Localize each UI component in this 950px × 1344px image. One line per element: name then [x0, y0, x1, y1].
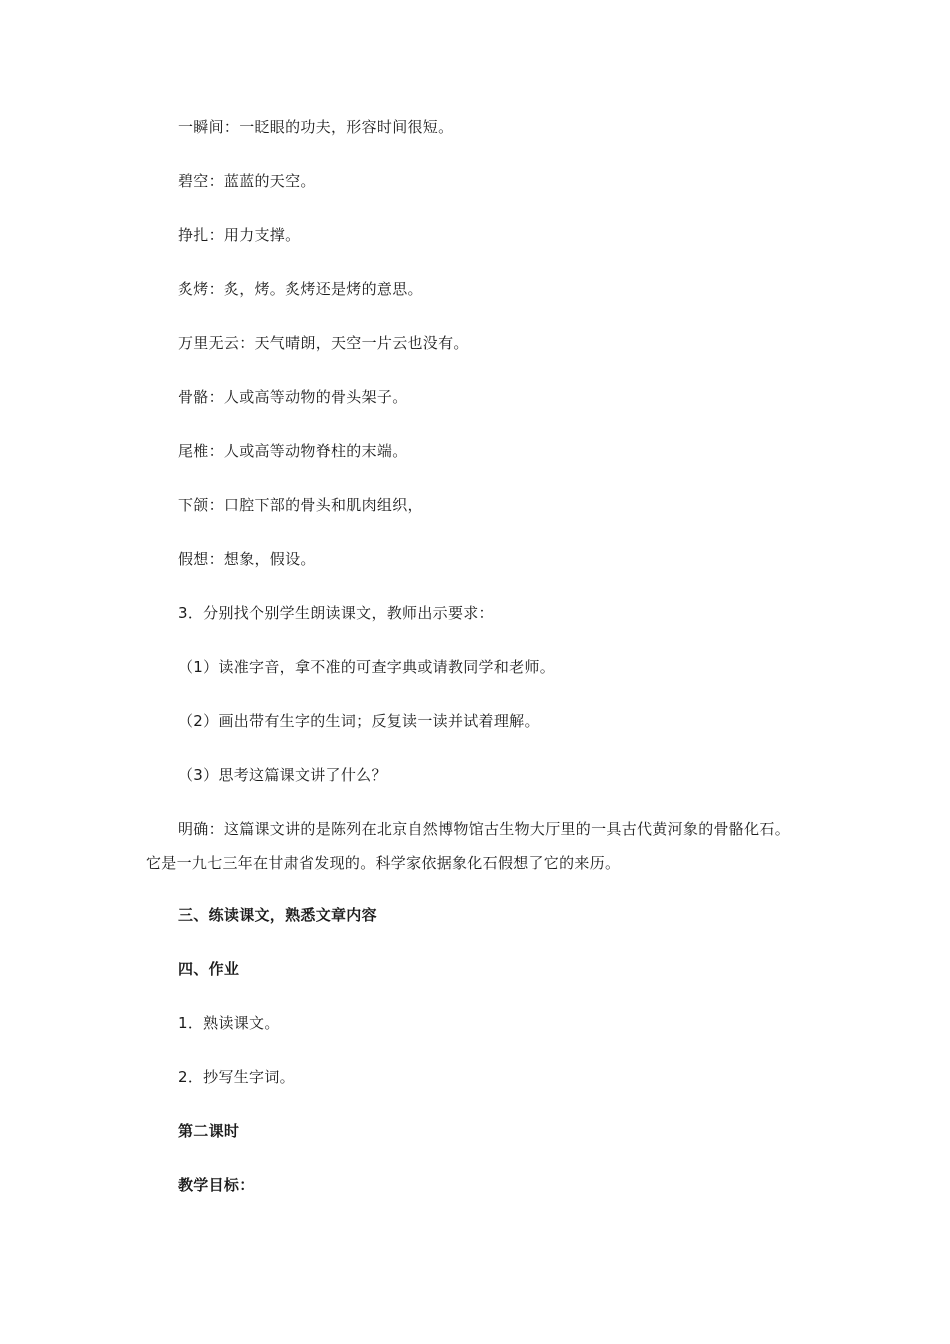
vocab-line-zhikao: 炙烤：炙，烤。炙烤还是烤的意思。 [178, 280, 423, 298]
clarification-paragraph: 明确：这篇课文讲的是陈列在北京自然博物馆古生物大厅里的一具古代黄河象的骨骼化石。它是一九七三年在甘肃省发现的。科学家依据象化石假想了它的来历。 [146, 820, 791, 872]
instruction-reading: 3．分别找个别学生朗读课文，教师出示要求： [178, 604, 494, 622]
homework-item-1: 1．熟读课文。 [178, 1014, 280, 1032]
vocab-line-guge: 骨骼：人或高等动物的骨头架子。 [178, 388, 408, 406]
section-heading-homework: 四、作业 [178, 960, 240, 978]
vocab-line-wanliwuyun: 万里无云：天气晴朗，天空一片云也没有。 [178, 334, 469, 352]
vocab-line-bikong: 碧空：蓝蓝的天空。 [178, 172, 316, 190]
section-heading-practice: 三、练读课文，熟悉文章内容 [178, 906, 377, 924]
vocab-line-jiaxiang: 假想：想象，假设。 [178, 550, 316, 568]
vocab-line-xiahe: 下颌：口腔下部的骨头和肌肉组织， [178, 496, 423, 514]
homework-item-2: 2．抄写生字词。 [178, 1068, 295, 1086]
objectives-heading: 教学目标： [178, 1176, 255, 1194]
vocab-line-zhengzha: 挣扎：用力支撑。 [178, 226, 301, 244]
vocab-line-yishunjian: 一瞬间：一眨眼的功夫，形容时间很短。 [178, 118, 454, 136]
vocab-line-weizhui: 尾椎：人或高等动物脊柱的末端。 [178, 442, 408, 460]
requirement-3: （3）思考这篇课文讲了什么？ [178, 766, 387, 784]
lesson-heading-second: 第二课时 [178, 1122, 240, 1140]
requirement-1: （1）读准字音，拿不准的可查字典或请教同学和老师。 [178, 658, 556, 676]
requirement-2: （2）画出带有生字的生词；反复读一读并试着理解。 [178, 712, 540, 730]
